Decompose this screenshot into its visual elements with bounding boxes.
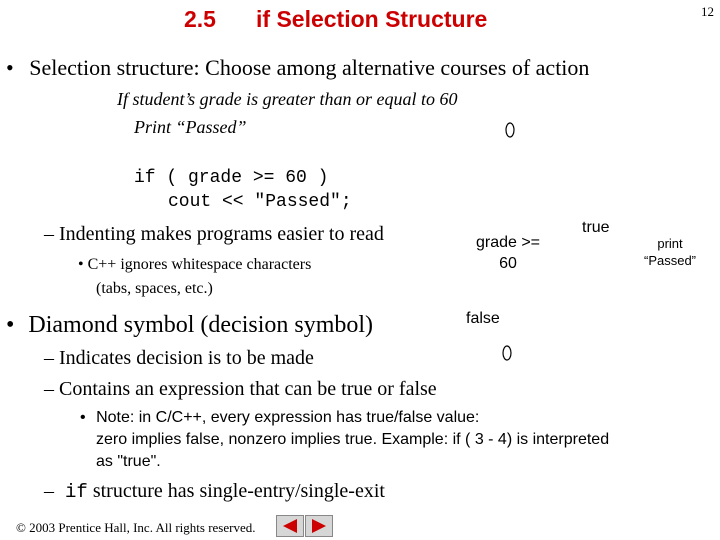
arrow-right-icon: [306, 516, 332, 536]
page-number: 12: [701, 4, 714, 19]
arrow-left-shape: [283, 519, 297, 533]
decision-diamond-label: [462, 234, 554, 273]
arrow-right-shape: [312, 519, 326, 533]
note-line-2: zero implies false, nonzero implies true. Example: if ( 3 - 4) is interpreted: [96, 431, 610, 448]
footer-copyright: © 2003 Prentice Hall, Inc. All rights reserved.: [16, 520, 256, 535]
action-label-line-2: “Passed”: [643, 253, 697, 268]
bullet-selection: [6, 55, 589, 81]
action-label-line-1: print: [657, 236, 683, 251]
note-bullet: •: [80, 409, 86, 426]
bullet-dot: •: [6, 312, 15, 338]
false-label: false: [466, 310, 500, 327]
note-line-1-text: Note: in C/C++, every expression has true/false value:: [96, 409, 480, 426]
sub-bullet-indenting: – Indenting makes programs easier to read: [44, 223, 384, 245]
sub-bullet-expression: – Contains an expression that can be true or false: [44, 378, 437, 400]
note-line-1: [80, 409, 479, 427]
flowchart-bottom-connector: [503, 346, 511, 360]
next-slide-button[interactable]: [305, 515, 333, 537]
pseudocode-line-1: If student’s grade is greater than or equal to 60: [117, 89, 458, 109]
sub-bullet-if-dash: –: [44, 480, 54, 502]
arrow-left-icon: [277, 516, 303, 536]
subsub-bullet-whitespace-2: (tabs, spaces, etc.): [96, 280, 213, 297]
bullet-diamond: [6, 312, 373, 339]
decision-label-line-2: 60: [499, 255, 517, 272]
decision-label-line-1: grade >=: [475, 234, 541, 251]
section-number: 2.5: [184, 6, 216, 32]
bullet-diamond-text: Diamond symbol (decision symbol): [28, 312, 374, 338]
prev-slide-button[interactable]: [276, 515, 304, 537]
sub-bullet-if-structure: [44, 480, 385, 503]
bullet-selection-text: Selection structure: Choose among alternative courses of action: [29, 55, 590, 80]
bullet-dot: •: [6, 55, 14, 80]
sub-bullet-decision: – Indicates decision is to be made: [44, 347, 314, 369]
code-line-1: if ( grade >= 60 ): [134, 168, 329, 188]
subsub-bullet-whitespace-1: • C++ ignores whitespace characters: [78, 256, 312, 273]
sub-bullet-if-text: structure has single-entry/single-exit: [92, 480, 385, 502]
pseudocode-line-2: Print “Passed”: [134, 117, 247, 137]
slide-title: if Selection Structure: [256, 6, 488, 32]
action-box-label: [630, 236, 710, 268]
code-line-2: cout << "Passed";: [168, 192, 352, 212]
flowchart-top-connector: [506, 123, 514, 137]
if-keyword: if: [65, 481, 88, 503]
true-label: true: [582, 219, 610, 236]
note-line-3: as "true".: [96, 453, 161, 470]
